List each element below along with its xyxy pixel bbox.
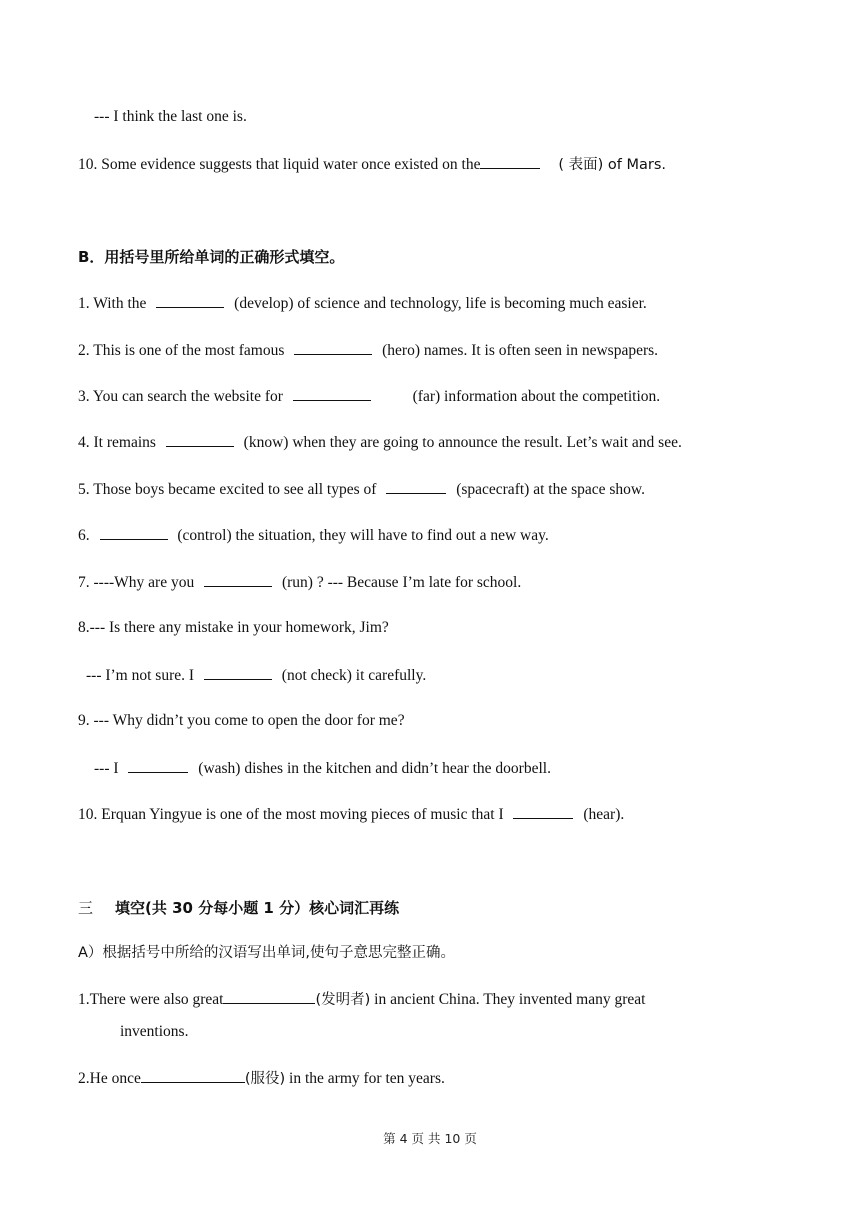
- question-3-2: 2.He once (服役) in the army for ten years.: [78, 1070, 445, 1087]
- previous-answer-line: --- I think the last one is.: [94, 108, 247, 125]
- answer-blank[interactable]: [294, 340, 372, 355]
- answer-blank[interactable]: [100, 525, 168, 540]
- question-b-4: 4. It remains (know) when they are going to announce the result. Let’s wait and see.: [78, 434, 682, 451]
- answer-blank[interactable]: [293, 386, 371, 401]
- question-b-8-answer: --- I’m not sure. I (not check) it carefully.: [86, 667, 427, 684]
- answer-blank[interactable]: [166, 432, 234, 447]
- question-b-5: 5. Those boys became excited to see all types of (spacecraft) at the space show.: [78, 481, 645, 498]
- section-b-heading: B．用括号里所给单词的正确形式填空。: [78, 248, 345, 266]
- question-b-2: 2. This is one of the most famous (hero) names. It is often seen in newspapers.: [78, 342, 659, 359]
- question-b-6: 6. (control) the situation, they will have to find out a new way.: [78, 527, 549, 544]
- answer-blank[interactable]: [128, 758, 188, 773]
- question-b-3: 3. You can search the website for (far) information about the competition.: [78, 388, 661, 405]
- answer-blank[interactable]: [513, 804, 573, 819]
- answer-blank[interactable]: [204, 665, 272, 680]
- subsection-a-instruction: A）根据括号中所给的汉语写出单词,使句子意思完整正确。: [78, 945, 456, 961]
- section-title: 填空(共 30 分每小题 1 分）核心词汇再练: [115, 899, 400, 917]
- question-3-1-continuation: inventions.: [120, 1023, 189, 1040]
- question-b-10: 10. Erquan Yingyue is one of the most moving pieces of music that I (hear).: [78, 806, 625, 823]
- question-b-8: 8.--- Is there any mistake in your homework, Jim?: [78, 619, 389, 636]
- page-footer: 第 4 页 共 10 页: [383, 1131, 477, 1146]
- answer-blank[interactable]: [223, 989, 315, 1004]
- section-3-heading: [78, 898, 399, 918]
- answer-blank[interactable]: [204, 572, 272, 587]
- answer-blank[interactable]: [141, 1068, 245, 1083]
- question-b-9: 9. --- Why didn’t you come to open the door for me?: [78, 712, 405, 729]
- question-3-1: 1.There were also great (发明者) in ancient China. They invented many great: [78, 991, 646, 1008]
- answer-blank[interactable]: [386, 479, 446, 494]
- question-b-9-answer: --- I (wash) dishes in the kitchen and didn’t hear the doorbell.: [94, 760, 551, 777]
- answer-blank[interactable]: [480, 154, 540, 169]
- question-10-previous: 10. Some evidence suggests that liquid water once existed on the ( 表面) of Mars.: [78, 156, 666, 173]
- section-number: 三: [78, 899, 94, 917]
- answer-blank[interactable]: [156, 293, 224, 308]
- question-b-1: 1. With the (develop) of science and technology, life is becoming much easier.: [78, 295, 647, 312]
- question-b-7: 7. ----Why are you (run) ? --- Because I’m late for school.: [78, 574, 522, 591]
